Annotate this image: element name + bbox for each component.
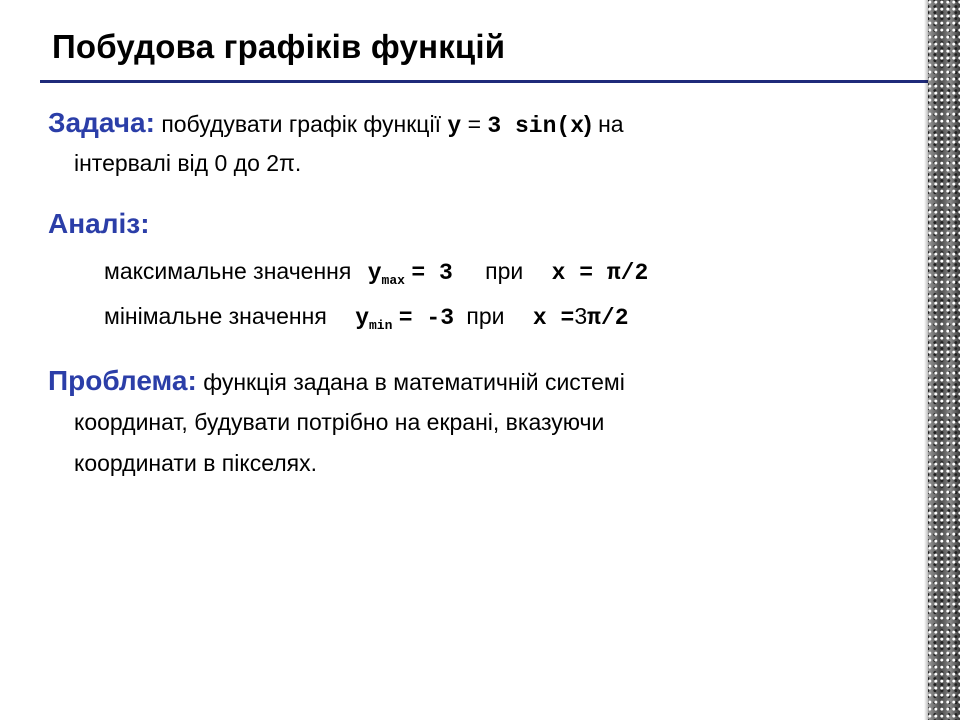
max-var: $y_{max}$ (367, 260, 405, 288)
analysis-max-line (104, 258, 648, 288)
min-cond-rest: π/2 (587, 305, 629, 331)
formula-eq: = (467, 111, 481, 137)
analysis-label: Аналіз: (48, 208, 150, 239)
max-eq: = 3 (411, 260, 453, 286)
analysis-heading (48, 208, 150, 240)
formula-paren: ) (584, 111, 592, 137)
min-cond-num: 3 (574, 303, 588, 329)
min-cond-x: x = (532, 305, 575, 331)
formula-y: y (447, 113, 462, 139)
analysis-min-line (104, 303, 629, 333)
formula-rhs: 3 sin(x (487, 113, 585, 139)
min-text: мінімальне значення (104, 303, 327, 329)
min-at: при (466, 303, 505, 329)
task-line-1 (48, 107, 624, 139)
task-text: побудувати графік функції (161, 111, 441, 137)
torn-edge-decoration (928, 0, 960, 720)
slide-title: Побудова графіків функцій (52, 28, 506, 65)
problem-line-1 (48, 365, 625, 397)
problem-line-2: координат, будувати потрібно на екрані, вказуючи (74, 409, 605, 435)
task-line-2: інтервалі від 0 до 2π. (74, 150, 302, 176)
min-eq: = -3 (398, 305, 455, 331)
title-underline (40, 80, 928, 83)
task-label: Задача: (48, 107, 155, 138)
problem-label: Проблема: (48, 365, 197, 396)
max-text: максимальне значення (104, 258, 352, 284)
max-at: при (485, 258, 524, 284)
problem-text-1: функція задана в математичній системі (203, 369, 625, 395)
task-text-tail: на (598, 111, 624, 137)
problem-line-3: координати в пікселях. (74, 450, 317, 476)
max-cond: x = π/2 (551, 260, 649, 286)
min-var: $y_{min}$ (355, 305, 393, 333)
